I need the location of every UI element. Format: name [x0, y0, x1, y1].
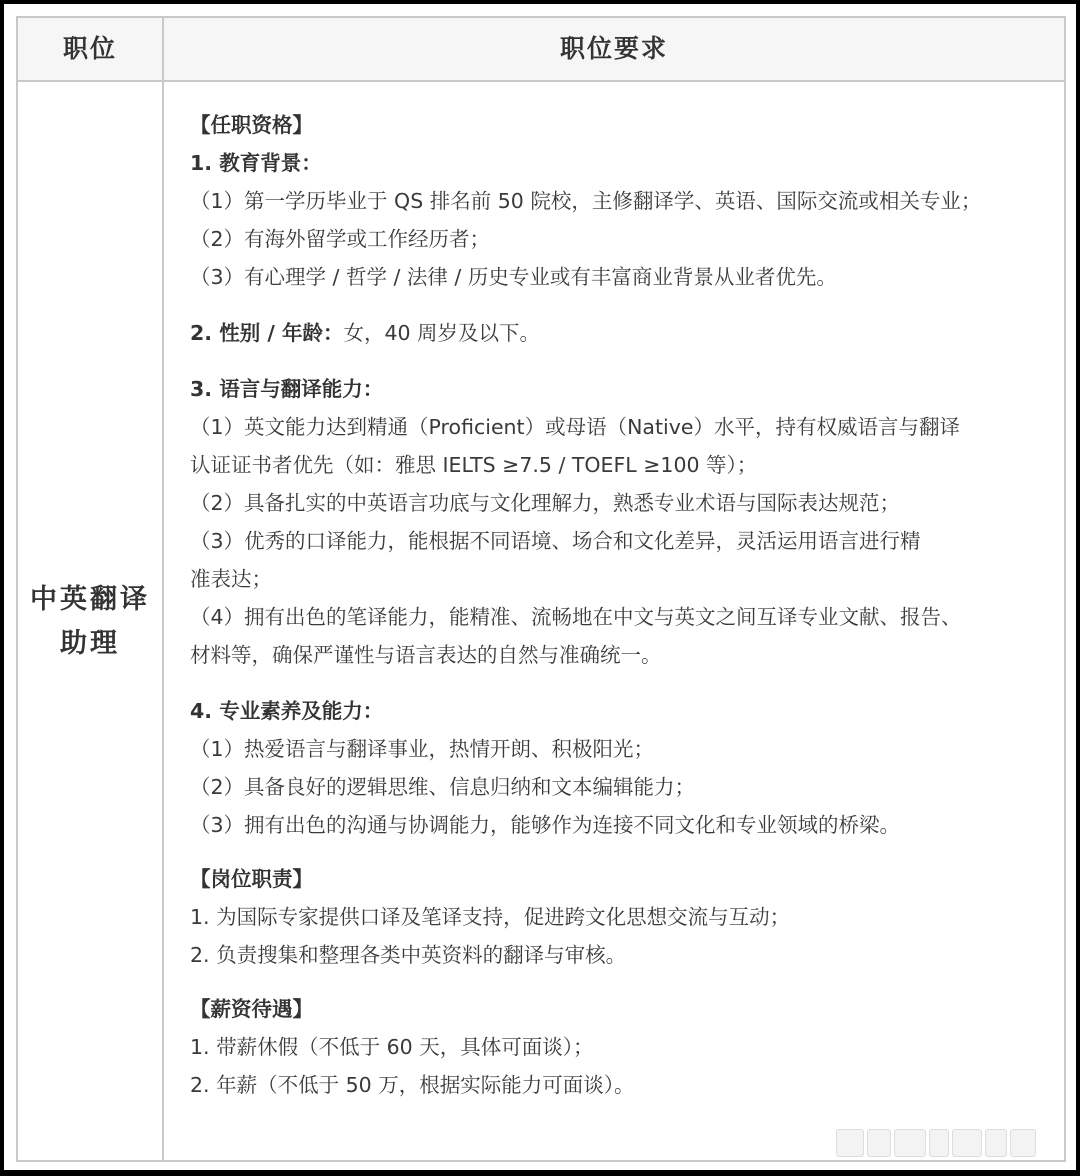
gender-age-line: [190, 314, 1056, 352]
watermark-icon: [836, 1126, 1058, 1160]
language-item-1a: （1）英文能力达到精通（Proficient）或母语（Native）水平，持有权威语言与翻译: [190, 415, 960, 439]
language-item-4a: （4）拥有出色的笔译能力，能精准、流畅地在中文与英文之间互译专业文献、报告、: [190, 605, 962, 629]
professional-item-2: （2）具备良好的逻辑思维、信息归纳和文本编辑能力；: [190, 775, 696, 799]
language-item-2: （2）具备扎实的中英语言功底与文化理解力，熟悉专业术语与国际表达规范；: [190, 491, 901, 515]
qualifications-heading: 【任职资格】: [190, 113, 313, 137]
language-item-1b: 认证证书者优先（如：雅思 IELTS ≥7.5 / TOEFL ≥100 等）；: [190, 453, 758, 477]
education-item-3: （3）有心理学 / 哲学 / 法律 / 历史专业或有丰富商业背景从业者优先。: [190, 265, 837, 289]
requirements-content: [190, 106, 1056, 1104]
professional-item-1: （1）热爱语言与翻译事业，热情开朗、积极阳光；: [190, 737, 655, 761]
education-item-1: （1）第一学历毕业于 QS 排名前 50 院校，主修翻译学、英语、国际交流或相关专业；: [190, 189, 982, 213]
duty-item-1: 1. 为国际专家提供口译及笔译支持，促进跨文化思想交流与互动；: [190, 905, 791, 929]
header-position: 职位: [62, 34, 117, 63]
language-heading: 3. 语言与翻译能力：: [190, 377, 384, 401]
job-table: [16, 16, 1066, 1162]
table-header-row: [18, 18, 1064, 82]
duty-item-2: 2. 负责搜集和整理各类中英资料的翻译与审核。: [190, 943, 627, 967]
language-item-3b: 准表达；: [190, 567, 272, 591]
salary-item-2: 2. 年薪（不低于 50 万，根据实际能力可面谈）。: [190, 1073, 635, 1097]
header-requirements: 职位要求: [559, 34, 668, 63]
salary-item-1: 1. 带薪休假（不低于 60 天，具体可面谈）；: [190, 1035, 594, 1059]
education-item-2: （2）有海外留学或工作经历者；: [190, 227, 491, 251]
education-heading: 1. 教育背景：: [190, 151, 322, 175]
gender-age-label: 2. 性别 / 年龄：: [190, 321, 344, 345]
position-name-line2: 助理: [60, 628, 120, 659]
position-name: [18, 578, 162, 666]
salary-heading: 【薪资待遇】: [190, 997, 313, 1021]
position-name-line1: 中英翻译: [30, 584, 150, 615]
column-divider: [162, 18, 164, 1160]
gender-age-value: 女，40 周岁及以下。: [343, 321, 541, 345]
duties-heading: 【岗位职责】: [190, 867, 313, 891]
language-item-3a: （3）优秀的口译能力，能根据不同语境、场合和文化差异，灵活运用语言进行精: [190, 529, 921, 553]
language-item-4b: 材料等，确保严谨性与语言表达的自然与准确统一。: [190, 643, 662, 667]
page-sheet: [4, 4, 1076, 1170]
professional-heading: 4. 专业素养及能力：: [190, 699, 384, 723]
professional-item-3: （3）拥有出色的沟通与协调能力，能够作为连接不同文化和专业领域的桥梁。: [190, 813, 901, 837]
